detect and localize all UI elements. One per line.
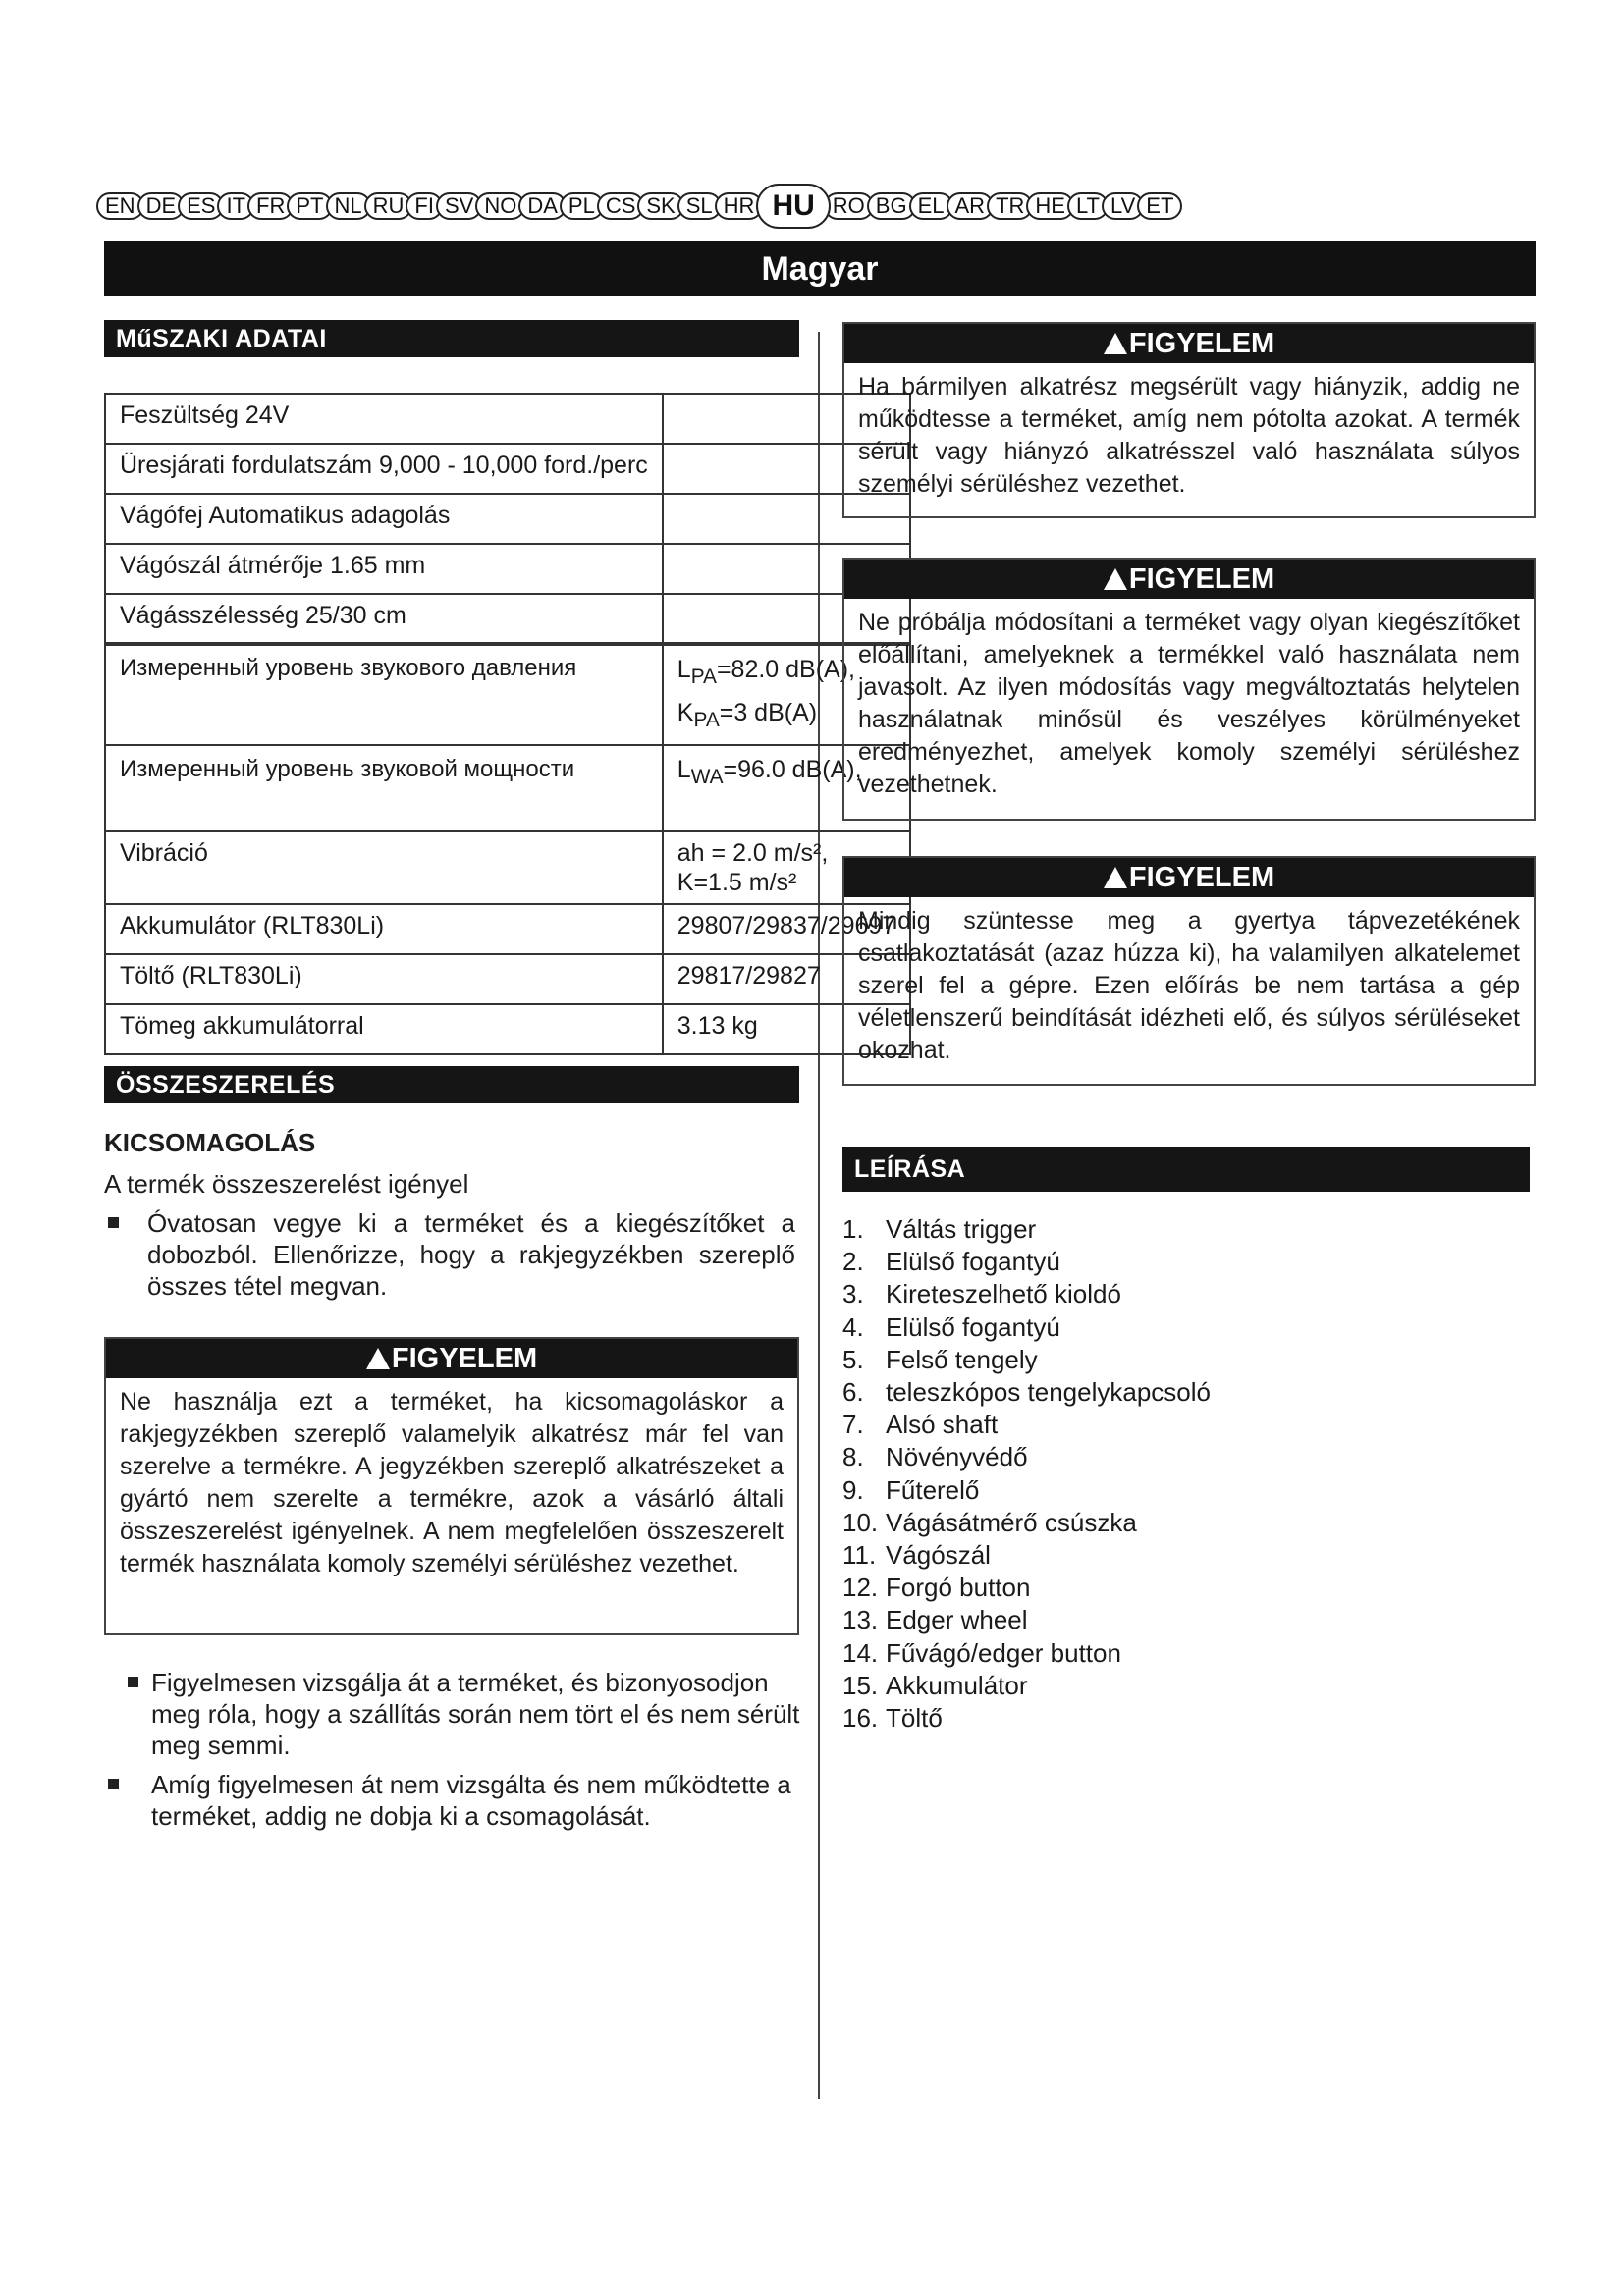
lang-tab-pt[interactable]: PT: [287, 192, 332, 220]
item-number: 8.: [842, 1442, 864, 1472]
item-number: 7.: [842, 1410, 864, 1440]
lang-tab-sl[interactable]: SL: [677, 192, 722, 220]
sound-pressure-label: Измеренный уровень звукового давления: [105, 644, 663, 745]
table-row: [105, 954, 910, 1004]
assembly-heading: ÖSSZESZERELÉS: [104, 1066, 799, 1103]
item-label: Forgó button: [886, 1573, 1031, 1603]
spec-value: ah = 2.0 m/s², K=1.5 m/s²: [663, 831, 910, 904]
description-list: [842, 1213, 1530, 1735]
item-label: Felső tengely: [886, 1344, 1038, 1374]
warning-triangle-icon: [366, 1348, 390, 1369]
list-item: [842, 1702, 1530, 1735]
bullet-text: Figyelmesen vizsgálja át a terméket, és bizonyosodjon meg róla, hogy a szállítás során nem tört el és nem sérült meg semmi.: [151, 1668, 800, 1760]
list-item: [842, 1409, 1530, 1441]
item-number: 11.: [842, 1540, 877, 1571]
list-item: [842, 1507, 1530, 1539]
item-number: 6.: [842, 1377, 864, 1408]
item-number: 10.: [842, 1507, 879, 1537]
page-title: Magyar: [104, 241, 1536, 296]
table-row: [105, 544, 910, 594]
item-label: Váltás trigger: [886, 1214, 1037, 1244]
description-heading: LEÍRÁSA: [842, 1147, 1530, 1192]
warning-box-spark-plug: [842, 856, 1536, 1086]
item-number: 1.: [842, 1214, 864, 1244]
warning-text: Ha bármilyen alkatrész megsérült vagy hiányzik, addig ne működtesse a terméket, amíg nem pótolta azokat. A termék sérült vagy hiányzó alkatrésszel való használata súlyos személyi sérüléshez vezethet.: [858, 373, 1520, 498]
lang-tab-he[interactable]: HE: [1026, 192, 1074, 220]
bullet-square-icon: [128, 1677, 138, 1687]
item-label: Edger wheel: [886, 1605, 1028, 1635]
item-label: teleszkópos tengelykapcsoló: [886, 1377, 1211, 1408]
warning-triangle-icon: [1104, 568, 1127, 590]
spec-label: Tömeg akkumulátorral: [105, 1004, 663, 1054]
lang-tab-hr[interactable]: HR: [715, 192, 764, 220]
spec-label: Töltő (RLT830Li): [105, 954, 663, 1004]
language-tabs: [96, 188, 1536, 224]
warning-box-damaged-parts: [842, 322, 1536, 518]
item-number: 4.: [842, 1311, 864, 1342]
lang-tab-ru[interactable]: RU: [364, 192, 413, 220]
spec-label: Vágásszélesség 25/30 cm: [105, 594, 663, 644]
lang-tab-it[interactable]: IT: [217, 192, 254, 220]
kpa-value: =3 dB(A): [719, 699, 818, 726]
spec-label: Vibráció: [105, 831, 663, 904]
assembly-intro: A termék összeszerelést igényel: [104, 1169, 469, 1199]
item-label: Növényvédő: [886, 1442, 1028, 1472]
item-label: Fűvágó/edger button: [886, 1637, 1121, 1668]
item-label: Kireteszelhető kioldó: [886, 1279, 1121, 1309]
list-item: [108, 1769, 803, 1832]
list-item: [842, 1344, 1530, 1376]
spec-label: Feszültség 24V: [105, 394, 663, 444]
lang-tab-da[interactable]: DA: [518, 192, 567, 220]
lang-tab-de[interactable]: DE: [137, 192, 186, 220]
lang-tab-no[interactable]: NO: [475, 192, 525, 220]
list-item: [842, 1637, 1530, 1670]
item-number: 9.: [842, 1474, 864, 1505]
warning-box-unpacking: [104, 1337, 799, 1635]
spec-value: 29807/29837/29697: [663, 904, 910, 954]
warning-box-modification: [842, 558, 1536, 821]
lang-tab-bg[interactable]: BG: [867, 192, 916, 220]
warning-header: [106, 1339, 797, 1378]
item-number: 13.: [842, 1605, 879, 1635]
bullet-square-icon: [108, 1217, 119, 1228]
table-row: [105, 394, 910, 444]
spec-label: Üresjárati fordulatszám 9,000 - 10,000 ford./perc: [105, 444, 663, 494]
spec-label: Vágószál átmérője 1.65 mm: [105, 544, 663, 594]
warning-triangle-icon: [1104, 867, 1127, 888]
lang-tab-ro[interactable]: RO: [824, 192, 874, 220]
specs-heading: MűSZAKI ADATAI: [104, 320, 799, 357]
table-row: [105, 644, 910, 745]
item-label: Fűterelő: [886, 1474, 980, 1505]
item-number: 3.: [842, 1279, 864, 1309]
table-row: [105, 745, 910, 831]
specs-table: [104, 393, 911, 1055]
warning-header: [844, 560, 1534, 599]
lang-tab-es[interactable]: ES: [178, 192, 224, 220]
list-item: [842, 1604, 1530, 1636]
item-number: 5.: [842, 1344, 864, 1374]
table-row: [105, 444, 910, 494]
list-item: [842, 1670, 1530, 1702]
list-item: [842, 1539, 1530, 1572]
item-number: 16.: [842, 1703, 879, 1734]
warning-header: [844, 858, 1534, 897]
lang-tab-nl[interactable]: NL: [326, 192, 371, 220]
item-label: Töltő: [886, 1703, 943, 1734]
warning-triangle-icon: [1104, 333, 1127, 354]
lang-tab-sk[interactable]: SK: [637, 192, 683, 220]
sound-power-label: Измеренный уровень звуковой мощности: [105, 745, 663, 831]
bullet-square-icon: [108, 1779, 119, 1789]
lang-tab-tr[interactable]: TR: [987, 192, 1033, 220]
spec-value: 3.13 kg: [663, 1004, 910, 1054]
bullet-text: Óvatosan vegye ki a terméket és a kiegészítőket a dobozból. Ellenőrizze, hogy a rakjegyzékben szereplő összes tétel megvan.: [147, 1208, 795, 1301]
item-number: 15.: [842, 1670, 879, 1700]
list-item: [108, 1207, 795, 1302]
list-item: [842, 1278, 1530, 1310]
list-item: [842, 1213, 1530, 1246]
bullet-text: Amíg figyelmesen át nem vizsgálta és nem működtette a terméket, addig ne dobja ki a csomagolását.: [151, 1770, 791, 1831]
list-item: [842, 1441, 1530, 1473]
lang-tab-et[interactable]: ET: [1137, 192, 1182, 220]
warning-title: FIGYELEM: [1128, 328, 1275, 359]
warning-text: Ne próbálja módosítani a terméket vagy olyan kiegészítőket előállítani, amelyeknek a termékkel való használata nem javasolt. Az ilyen módosítás vagy megváltoztatás helytelen használatnak minősül és veszélyes körülményeket eredményezhet, amelyek komoly személyi sérüléshez vezethetnek.: [858, 609, 1520, 798]
item-label: Alsó shaft: [886, 1410, 999, 1440]
warning-title: FIGYELEM: [1128, 862, 1275, 893]
lang-tab-hu-active[interactable]: HU: [756, 184, 830, 229]
item-number: 2.: [842, 1247, 864, 1277]
table-row: [105, 494, 910, 544]
lang-tab-ar[interactable]: AR: [947, 192, 995, 220]
spec-label: Vágófej Automatikus adagolás: [105, 494, 663, 544]
lpa-value: =82.0 dB(A),: [716, 656, 855, 683]
lang-tab-pl[interactable]: PL: [560, 192, 604, 220]
table-row: [105, 594, 910, 644]
unpacking-heading: KICSOMAGOLÁS: [104, 1128, 316, 1157]
item-number: 12.: [842, 1573, 879, 1603]
list-item: [842, 1246, 1530, 1278]
lang-tab-en[interactable]: EN: [96, 192, 144, 220]
table-row: [105, 1004, 910, 1054]
warning-text: Ne használja ezt a terméket, ha kicsomagoláskor a rakjegyzékben szereplő valamelyik alkatrész már fel van szerelve a termékre. A jegyzékben szereplő alkatrészeket a gyártó nem szerelte a termékre, azok a vásárló általi összeszerelést igényelnek. A nem megfelelően összeszerelt termék használata komoly személyi sérüléshez vezethet.: [120, 1388, 784, 1577]
lang-tab-fr[interactable]: FR: [247, 192, 294, 220]
lpa-symbol: L: [677, 656, 691, 683]
list-item: [842, 1572, 1530, 1604]
lpa-sub: PA: [690, 666, 717, 688]
item-label: Elülső fogantyú: [886, 1247, 1060, 1277]
lwa-sub: WA: [690, 766, 724, 788]
kpa-symbol: K: [677, 699, 694, 726]
item-label: Vágószál: [886, 1540, 991, 1571]
warning-title: FIGYELEM: [1128, 563, 1275, 595]
list-item: [842, 1376, 1530, 1409]
spec-label: Akkumulátor (RLT830Li): [105, 904, 663, 954]
lwa-symbol: L: [677, 756, 691, 783]
list-item: [128, 1667, 805, 1761]
lang-tab-lt[interactable]: LT: [1067, 192, 1109, 220]
item-label: Elülső fogantyú: [886, 1311, 1060, 1342]
lang-tab-el[interactable]: EL: [909, 192, 953, 220]
list-item: [842, 1311, 1530, 1344]
warning-header: [844, 324, 1534, 363]
lang-tab-cs[interactable]: CS: [597, 192, 645, 220]
warning-text: Mindig szüntesse meg a gyertya tápvezetékének csatlakoztatását (azaz húzza ki), ha valamilyen alkatelemet szerel fel a gépre. Ezen előírás be nem tartása a gép véletlenszerű beindítását idézheti elő, és súlyos sérüléseket okozhat.: [858, 907, 1520, 1064]
lang-tab-fi[interactable]: FI: [406, 192, 443, 220]
item-number: 14.: [842, 1637, 879, 1668]
list-item: [842, 1474, 1530, 1507]
lang-tab-lv[interactable]: LV: [1102, 192, 1144, 220]
item-label: Akkumulátor: [886, 1670, 1028, 1700]
kpa-sub: PA: [693, 709, 720, 731]
item-label: Vágásátmérő csúszka: [886, 1507, 1137, 1537]
lang-tab-sv[interactable]: SV: [436, 192, 482, 220]
table-row: [105, 904, 910, 954]
table-row: [105, 831, 910, 904]
lwa-value: =96.0 dB(A),: [723, 756, 862, 783]
warning-title: FIGYELEM: [391, 1343, 538, 1374]
spec-value: 29817/29827: [663, 954, 910, 1004]
